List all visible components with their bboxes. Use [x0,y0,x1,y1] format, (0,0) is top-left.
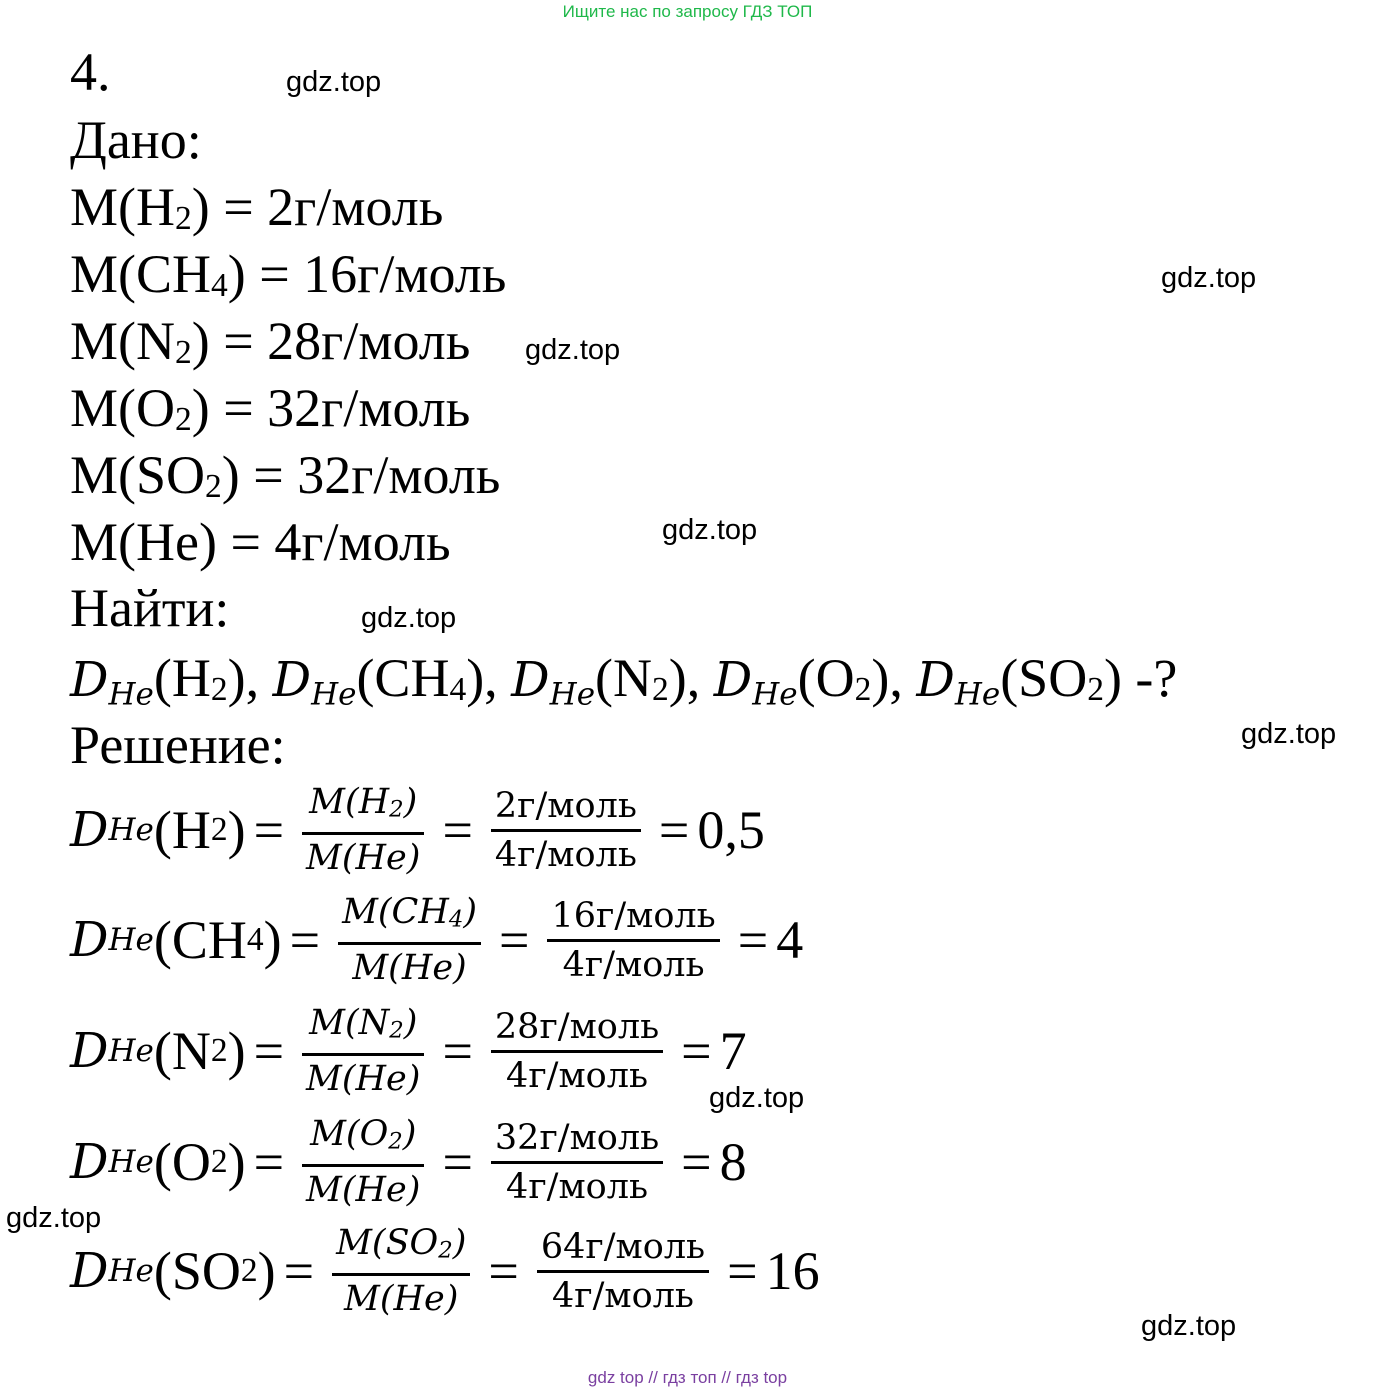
watermark: gdz.top [525,334,621,366]
watermark: gdz.top [1141,1310,1237,1342]
site-footer-text: gdz top // гдз топ // гдз top [587,1368,788,1387]
solution-equation: D He ( CH 4 ) = $\frac{M(CH4)}{M(He)}$ = $\frac{\text{16г/моль}}{\text{4г/моль}}$ = 4 [70,885,803,995]
solution-equation: D He ( SO 2 ) = $\frac{M(SO2)}{M(He)}$ = $\frac{\text{64г/моль}}{\text{4г/моль}}$ = 16 [70,1216,820,1326]
watermark: gdz.top [1241,718,1337,750]
given-line: M(N2) = 28г/моль [70,311,471,372]
result-value: 4 [776,910,804,970]
fraction: $\frac{\text{64г/моль}}{\text{4г/моль}}$ [537,1224,709,1319]
result-value: 8 [719,1132,747,1192]
fraction: $\frac{\text{32г/моль}}{\text{4г/моль}}$ [491,1115,663,1210]
fraction: $\frac{\text{16г/моль}}{\text{4г/моль}}$ [547,893,719,988]
given-line: M(O2) = 32г/моль [70,378,471,439]
watermark: gdz.top [709,1082,805,1114]
watermark: gdz.top [1161,262,1257,294]
given-line: M(SO2) = 32г/моль [70,445,501,506]
fraction: $\frac{\text{2г/моль}}{\text{4г/моль}}$ [491,783,641,878]
given-heading: Дано: [70,110,202,170]
fraction: $\frac{M(SO2)}{M(He)}$ [332,1220,470,1322]
solution-equation: D He ( O 2 ) = $\frac{M(O2)}{M(He)}$ = $\frac{\text{32г/моль}}{\text{4г/моль}}$ = 8 [70,1107,747,1217]
result-value: 16 [765,1241,820,1301]
find-line: DHe(H2), DHe(CH4), DHe(N2), DHe(O2), DHe(SO2) -? [70,648,1178,713]
result-value: 0,5 [697,800,765,860]
watermark: gdz.top [361,602,457,634]
given-line: M(CH4) = 16г/моль [70,244,507,305]
solution-heading: Решение: [70,715,286,775]
fraction: $\frac{M(N2)}{M(He)}$ [302,1000,424,1102]
fraction: $\frac{M(H2)}{M(He)}$ [302,779,424,881]
site-header-text: Ищите нас по запросу ГДЗ ТОП [562,2,813,21]
watermark: gdz.top [286,66,382,98]
fraction: $\frac{\text{28г/моль}}{\text{4г/моль}}$ [491,1004,663,1099]
watermark: gdz.top [662,514,758,546]
fraction: $\frac{M(CH4)}{M(He)}$ [338,889,481,991]
solution-equation: D He ( H 2 ) = $\frac{M(H2)}{M(He)}$ = $\frac{\text{2г/моль}}{\text{4г/моль}}$ = 0,5 [70,775,765,885]
watermark: gdz.top [6,1202,102,1234]
given-line: M(He) = 4г/моль [70,512,451,572]
fraction: $\frac{M(O2)}{M(He)}$ [302,1111,424,1213]
task-number: 4. [70,42,111,102]
result-value: 7 [719,1021,747,1081]
given-line: M(H2) = 2г/моль [70,177,444,238]
find-heading: Найти: [70,578,230,638]
solution-equation: D He ( N 2 ) = $\frac{M(N2)}{M(He)}$ = $\frac{\text{28г/моль}}{\text{4г/моль}}$ = 7 [70,996,747,1106]
